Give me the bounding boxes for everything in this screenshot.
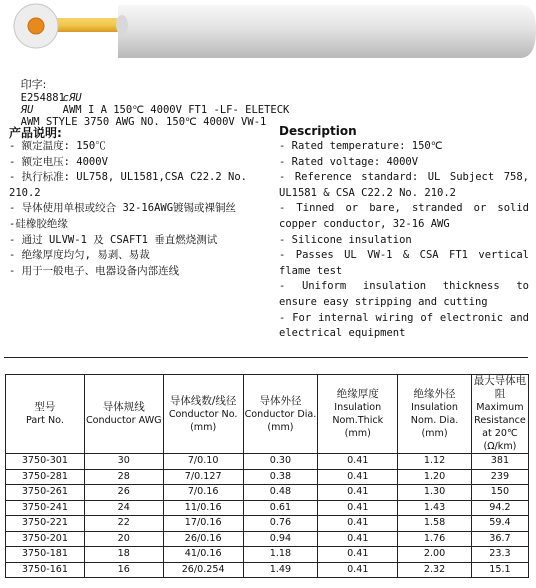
en-description-list (279, 139, 529, 342)
column-header-cn: 导体线数/线径 (169, 394, 237, 407)
table-cell: 26 (84, 485, 163, 501)
table-cell: 11/0.16 (163, 500, 243, 516)
en-description-item: - Reference standard: UL Subject 758, UL1581 & CSA C22.2 No. 210.2 (279, 171, 529, 199)
table-cell: 3750-281 (6, 469, 85, 485)
cn-description-item: - 通过 ULVW-1 及 CSAFT1 垂直燃烧测试 (9, 233, 218, 246)
table-cell: 0.38 (243, 469, 318, 485)
table-cell: 381 (471, 454, 528, 470)
table-cell: 17/0.16 (163, 516, 243, 532)
en-section-title: Description (279, 124, 357, 138)
cn-description-item: - 绝缘厚度均匀, 易剥、易裁 (9, 249, 150, 262)
table-cell: 1.49 (243, 562, 318, 578)
marking-text-1: AWM STYLE 3750 AWG NO. 150℃ 4000V VW-1 (20, 116, 267, 128)
table-cell: 26/0.16 (163, 531, 243, 547)
table-cell: 0.41 (318, 547, 398, 563)
en-description-item: - Tinned or bare, stranded or solid copper conductor, 32-16 AWG (279, 202, 529, 230)
table-cell: 0.48 (243, 485, 318, 501)
cn-description-item: - 额定温度: 150℃ (9, 140, 106, 152)
table-cell: 0.94 (243, 531, 318, 547)
column-header (84, 375, 163, 454)
table-cell: 0.41 (318, 454, 398, 470)
cn-description-item: 210.2 (9, 186, 41, 199)
table-cell: 94.2 (471, 500, 528, 516)
table-cell: 23.3 (471, 547, 528, 563)
table-cell: 1.18 (243, 547, 318, 563)
table-cell: 7/0.10 (163, 454, 243, 470)
table-cell: 239 (471, 469, 528, 485)
column-header-en: Conductor AWG (85, 415, 162, 426)
column-header (398, 375, 472, 454)
section-divider (4, 357, 528, 358)
cn-description-item: - 额定电压: 4000V (9, 155, 108, 168)
table-cell: 0.41 (318, 469, 398, 485)
table-cell: 1.30 (398, 485, 472, 501)
table-row (6, 500, 529, 516)
table-cell: 15.1 (471, 562, 528, 578)
table-cell: 3750-301 (6, 454, 85, 470)
column-header-cn: 导体外径 (259, 394, 302, 407)
table-cell: 0.41 (318, 562, 398, 578)
cn-description-item: - 导体使用单根或绞合 32-16AWG镀锡或裸铜丝 (9, 202, 237, 215)
column-header (163, 375, 243, 454)
column-header (243, 375, 318, 454)
table-cell: 0.30 (243, 454, 318, 470)
marking-line-2 (50, 80, 289, 116)
column-header-cn: 绝缘外径 (413, 388, 456, 400)
table-cell: 28 (84, 469, 163, 485)
table-cell: 7/0.127 (163, 469, 243, 485)
table-row (6, 547, 529, 563)
marking-code: E254881 (20, 92, 65, 104)
column-header (471, 375, 528, 454)
table-row (6, 516, 529, 532)
table-cell: 1.20 (398, 469, 472, 485)
marking-label: 印字: (20, 78, 47, 91)
table-cell: 59.4 (471, 516, 528, 532)
table-cell: 18 (84, 547, 163, 563)
column-header (6, 375, 85, 454)
cn-description-item: -硅橡胶绝缘 (9, 217, 68, 230)
table-cell: 41/0.16 (163, 547, 243, 563)
cross-section-conductor (28, 18, 44, 34)
table-cell: 3750-161 (6, 562, 85, 578)
column-header-cn: 绝缘厚度 (336, 388, 379, 400)
table-cell: 26/0.254 (163, 562, 243, 578)
column-header-cn: 最大导体电阻 (473, 375, 527, 400)
table-header-row (6, 375, 529, 454)
column-header-en: Conductor No. (mm) (168, 408, 238, 433)
table-row (6, 531, 529, 547)
table-row (6, 485, 529, 501)
column-header-en: Conductor Dia. (mm) (244, 408, 317, 433)
table-cell: 7/0.16 (163, 485, 243, 501)
table-cell: 0.76 (243, 516, 318, 532)
table-cell: 22 (84, 516, 163, 532)
en-description-item: - Rated voltage: 4000V (279, 155, 419, 168)
table-cell: 16 (84, 562, 163, 578)
marking-text-2: AWM I A 150℃ 4000V FT1 -LF- ELETECK (62, 104, 290, 116)
table-cell: 3750-201 (6, 531, 85, 547)
wire-product-image (0, 0, 536, 60)
column-header-en: Insulation Nom. Dia. (mm) (410, 402, 459, 439)
en-description-item: - Uniform insulation thickness to ensure easy stripping and cutting (279, 280, 529, 308)
cn-section-title: 产品说明: (9, 126, 62, 140)
table-cell: 3750-261 (6, 485, 85, 501)
cul-recognized-mark: cЯU (62, 92, 82, 104)
table-cell: 0.41 (318, 485, 398, 501)
en-description-item: - Silicone insulation (279, 233, 412, 246)
column-header-cn: 导体规线 (102, 401, 145, 413)
en-description-item: - Passes UL VW-1 & CSA FT1 vertical flame test (279, 249, 529, 277)
column-header-en: Maximum Resistance at 20℃ (Ω/km) (474, 402, 526, 452)
table-row (6, 562, 529, 578)
table-cell: 1.12 (398, 454, 472, 470)
table-cell: 1.58 (398, 516, 472, 532)
table-cell: 2.00 (398, 547, 472, 563)
table-cell: 1.43 (398, 500, 472, 516)
table-cell: 0.61 (243, 500, 318, 516)
table-cell: 150 (471, 485, 528, 501)
column-header-cn: 型号 (34, 401, 56, 413)
table-cell: 3750-181 (6, 547, 85, 563)
table-cell: 3750-241 (6, 500, 85, 516)
table-cell: 20 (84, 531, 163, 547)
column-header-en: Insulation Nom.Thick (mm) (332, 402, 384, 439)
table-row (6, 469, 529, 485)
insulation-body (118, 5, 536, 58)
column-header (318, 375, 398, 454)
column-header-en: Part No. (25, 415, 64, 426)
table-cell: 36.7 (471, 531, 528, 547)
en-description-item: - Rated temperature: 150℃ (279, 140, 443, 152)
table-cell: 2.32 (398, 562, 472, 578)
table-cell: 0.41 (318, 500, 398, 516)
table-cell: 1.76 (398, 531, 472, 547)
table-cell: 0.41 (318, 516, 398, 532)
spec-table (5, 374, 529, 578)
table-cell: 3750-221 (6, 516, 85, 532)
table-cell: 30 (84, 454, 163, 470)
table-cell: 24 (84, 500, 163, 516)
cn-description-list (9, 139, 271, 279)
ul-recognized-mark: ЯU (20, 104, 34, 116)
en-description-item: - For internal wiring of electronic and electrical equipment (279, 311, 529, 340)
cn-description-item: - 用于一般电子、电器设备内部连线 (9, 264, 180, 277)
cn-description-item: - 执行标准: UL758, UL1581,CSA C22.2 No. (9, 171, 247, 184)
table-cell: 0.41 (318, 531, 398, 547)
table-row (6, 454, 529, 470)
